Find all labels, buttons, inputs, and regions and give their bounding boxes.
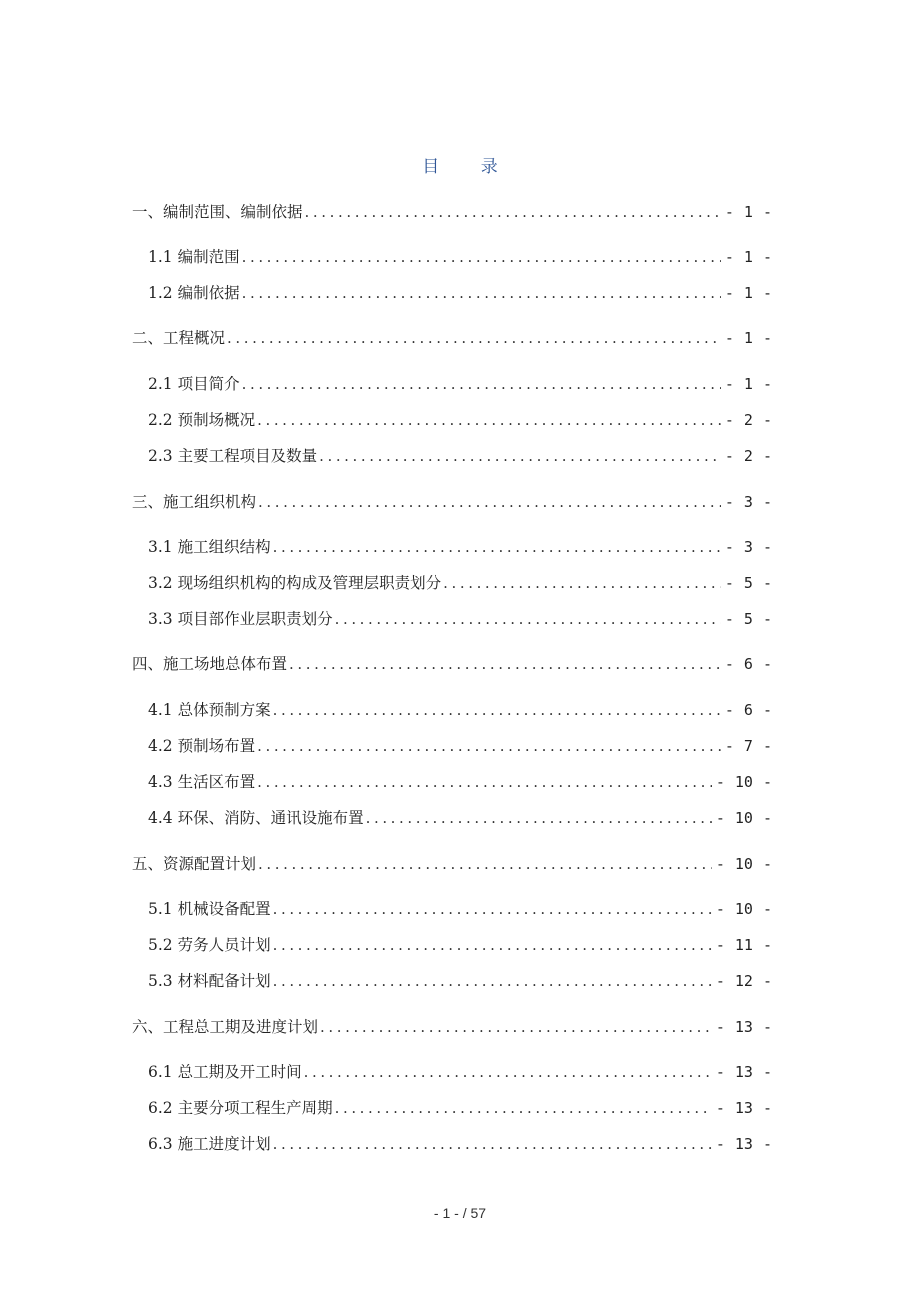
toc-entry-section-5-1[interactable]	[148, 897, 772, 921]
dot-leader	[257, 408, 721, 432]
dot-leader	[273, 1132, 712, 1156]
toc-page-number: - 12 -	[715, 972, 772, 990]
toc-entry-section-5-3[interactable]	[148, 969, 772, 993]
dot-leader	[242, 245, 721, 269]
toc-page-number: - 5 -	[724, 610, 772, 628]
dot-leader	[227, 326, 721, 350]
toc-entry-chapter-5[interactable]	[132, 852, 772, 876]
toc-entry-section-4-3[interactable]	[148, 770, 772, 794]
dot-leader	[258, 852, 712, 876]
toc-entry-section-1-2[interactable]	[148, 281, 772, 305]
toc-entry-text: 2.3 主要工程项目及数量	[148, 447, 318, 465]
toc-entry-text: 六、工程总工期及进度计划	[132, 1018, 319, 1036]
toc-entry-chapter-3[interactable]	[132, 490, 772, 514]
toc-entry-text: 五、资源配置计划	[132, 855, 257, 873]
dot-leader	[242, 281, 721, 305]
toc-entry-section-6-2[interactable]	[148, 1096, 772, 1120]
toc-entry-section-3-3[interactable]	[148, 607, 772, 631]
toc-entry-chapter-2[interactable]	[132, 326, 772, 350]
toc-entry-text: 3.2 现场组织机构的构成及管理层职责划分	[148, 574, 442, 592]
toc-entry-section-6-1[interactable]	[148, 1060, 772, 1084]
toc-entry-text: 2.1 项目简介	[148, 375, 240, 393]
toc-page-number: - 2 -	[724, 447, 772, 465]
toc-entry-text: 6.3 施工进度计划	[148, 1135, 271, 1153]
toc-page-number: - 2 -	[724, 411, 772, 429]
toc-page-number: - 1 -	[724, 375, 772, 393]
toc-page-number: - 13 -	[715, 1135, 772, 1153]
toc-entry-text: 1.2 编制依据	[148, 284, 240, 302]
dot-leader	[258, 490, 721, 514]
toc-page-number: - 10 -	[715, 809, 772, 827]
dot-leader	[335, 1096, 712, 1120]
toc-entry-section-5-2[interactable]	[148, 933, 772, 957]
toc-entry-section-4-1[interactable]	[148, 698, 772, 722]
dot-leader	[335, 607, 721, 631]
toc-entry-section-6-3[interactable]	[148, 1132, 772, 1156]
dot-leader	[242, 372, 721, 396]
toc-entry-text: 4.4 环保、消防、通讯设施布置	[148, 809, 364, 827]
toc-entry-chapter-1[interactable]	[132, 200, 772, 224]
toc-entry-text: 3.3 项目部作业层职责划分	[148, 610, 333, 628]
toc-entry-section-2-2[interactable]	[148, 408, 772, 432]
toc-page-number: - 6 -	[724, 655, 772, 673]
dot-leader	[273, 698, 721, 722]
toc-page-number: - 6 -	[724, 701, 772, 719]
toc-page-number: - 3 -	[724, 538, 772, 556]
toc-entry-chapter-4[interactable]	[132, 652, 772, 676]
dot-leader	[273, 933, 712, 957]
toc-entry-text: 3.1 施工组织结构	[148, 538, 271, 556]
toc-page-number: - 1 -	[724, 284, 772, 302]
toc-page-number: - 11 -	[715, 936, 772, 954]
toc-page-number: - 13 -	[715, 1018, 772, 1036]
toc-entry-section-4-2[interactable]	[148, 734, 772, 758]
dot-leader	[320, 1015, 712, 1039]
toc-page-number: - 10 -	[715, 773, 772, 791]
toc-entry-section-3-2[interactable]	[148, 571, 772, 595]
toc-entry-text: 5.2 劳务人员计划	[148, 936, 271, 954]
toc-entry-section-3-1[interactable]	[148, 535, 772, 559]
toc-title: 目 录	[422, 157, 516, 177]
toc-entry-text: 四、施工场地总体布置	[132, 655, 288, 673]
toc-page-number: - 1 -	[724, 203, 772, 221]
dot-leader	[366, 806, 712, 830]
dot-leader	[273, 969, 712, 993]
toc-page-number: - 1 -	[724, 248, 772, 266]
toc-entry-section-2-3[interactable]	[148, 444, 772, 468]
toc-page-number: - 3 -	[724, 493, 772, 511]
toc-entry-text: 4.3 生活区布置	[148, 773, 256, 791]
page-footer: - 1 - / 57	[433, 1205, 487, 1221]
toc-page-number: - 10 -	[715, 900, 772, 918]
dot-leader	[273, 535, 721, 559]
toc-entry-text: 4.2 预制场布置	[148, 737, 256, 755]
dot-leader	[304, 1060, 712, 1084]
toc-entry-text: 6.1 总工期及开工时间	[148, 1063, 302, 1081]
toc-entry-text: 1.1 编制范围	[148, 248, 240, 266]
toc-page-number: - 13 -	[715, 1099, 772, 1117]
toc-entry-text: 一、编制范围、编制依据	[132, 203, 303, 221]
toc-page-number: - 10 -	[715, 855, 772, 873]
toc-entry-text: 4.1 总体预制方案	[148, 701, 271, 719]
toc-entry-section-4-4[interactable]	[148, 806, 772, 830]
toc-entry-text: 6.2 主要分项工程生产周期	[148, 1099, 333, 1117]
dot-leader	[257, 770, 712, 794]
toc-page-number: - 1 -	[724, 329, 772, 347]
toc-entry-text: 三、施工组织机构	[132, 493, 257, 511]
dot-leader	[289, 652, 721, 676]
toc-page-number: - 7 -	[724, 737, 772, 755]
dot-leader	[305, 200, 721, 224]
toc-entry-chapter-6[interactable]	[132, 1015, 772, 1039]
toc-entry-text: 2.2 预制场概况	[148, 411, 256, 429]
dot-leader	[319, 444, 721, 468]
toc-page-number: - 5 -	[724, 574, 772, 592]
dot-leader	[443, 571, 721, 595]
toc-entry-section-1-1[interactable]	[148, 245, 772, 269]
dot-leader	[257, 734, 721, 758]
toc-entry-text: 5.3 材料配备计划	[148, 972, 271, 990]
toc-entry-section-2-1[interactable]	[148, 372, 772, 396]
dot-leader	[273, 897, 712, 921]
toc-page-number: - 13 -	[715, 1063, 772, 1081]
toc-entry-text: 5.1 机械设备配置	[148, 900, 271, 918]
toc-entry-text: 二、工程概况	[132, 329, 226, 347]
